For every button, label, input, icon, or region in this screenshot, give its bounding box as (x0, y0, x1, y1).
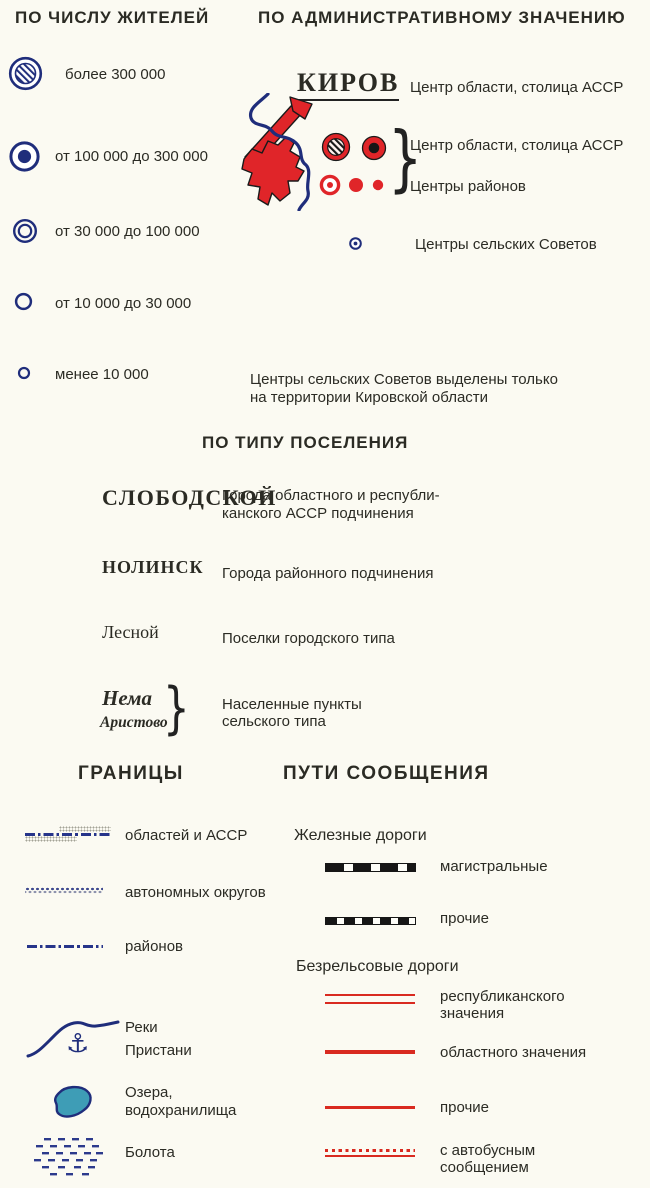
admin-row-label: Центр области, столица АССР (410, 137, 624, 154)
road-bus-line-icon (325, 1149, 415, 1157)
settlement-example-rural-1: Нема (102, 686, 153, 710)
population-row-label: менее 10 000 (55, 366, 149, 383)
settlement-desc: Населенные пункты (222, 696, 362, 713)
border-raion-line-icon (27, 945, 103, 948)
settlement-example-raion-city: НОЛИНСК (102, 557, 204, 577)
settlement-desc: Города областного и республи- (222, 487, 440, 504)
city-10k-30k-circle-icon (14, 292, 33, 311)
road-row-label: значения (440, 1005, 505, 1022)
road-oblast-line-icon (325, 1050, 415, 1054)
border-row-label: автономных округов (125, 884, 266, 901)
kirov-city-example: КИРОВ (297, 68, 399, 101)
population-row-label: от 10 000 до 30 000 (55, 295, 192, 312)
railway-other-line-icon (325, 917, 416, 925)
kirov-city-example-desc: Центр области, столица АССР (410, 79, 624, 96)
borders-section-title: ГРАНИЦЫ (78, 763, 184, 784)
selsoviet-label: Центры сельских Советов (415, 236, 597, 253)
administrative-section-title: ПО АДМИНИСТРАТИВНОМУ ЗНАЧЕНИЮ (258, 8, 626, 27)
settlement-example-rural-2: Аристово (100, 714, 168, 731)
settlement-example-oblast-city: СЛОБОДСКОЙ (102, 485, 277, 510)
transport-section-title: ПУТИ СООБЩЕНИЯ (283, 763, 490, 784)
swamps-label: Болота (125, 1144, 175, 1161)
railway-row-label: прочие (440, 910, 490, 927)
railways-header: Железные дороги (294, 827, 427, 844)
settlement-types-title: ПО ТИПУ ПОСЕЛЕНИЯ (202, 433, 409, 452)
brace-icon: } (163, 676, 190, 741)
population-row-label: более 300 000 (65, 66, 166, 83)
city-under-10k-circle-icon (17, 366, 31, 380)
city-30k-100k-circle-icon (12, 218, 38, 244)
lakes-label-line1: Озера, (125, 1084, 173, 1101)
road-row-label: республиканского (440, 988, 565, 1005)
selsoviet-note-line1: Центры сельских Советов выделены только (250, 371, 558, 388)
roads-header: Безрельсовые дороги (296, 958, 459, 975)
population-section-title: ПО ЧИСЛУ ЖИТЕЛЕЙ (15, 8, 210, 27)
settlement-example-urban-village: Лесной (102, 622, 159, 642)
border-okrug-line-icon (25, 887, 103, 894)
border-row-label: областей и АССР (125, 827, 248, 844)
settlement-desc: Города районного подчинения (222, 565, 434, 582)
river-anchor-icon (26, 1012, 120, 1060)
settlement-desc: Поселки городского типа (222, 630, 395, 647)
selsoviet-note-line2: на территории Кировской области (250, 389, 489, 406)
border-row-label: районов (125, 938, 184, 955)
railway-row-label: магистральные (440, 858, 548, 875)
brace-icon: } (388, 116, 423, 200)
swamp-icon (30, 1136, 108, 1182)
admin-row-label: Центры районов (410, 178, 526, 195)
railway-main-line-icon (325, 863, 416, 872)
city-over-300k-circle-icon (7, 55, 44, 92)
piers-label: Пристани (125, 1042, 192, 1059)
border-oblast-line-icon (25, 826, 111, 843)
settlement-desc: канского АССР подчинения (222, 505, 414, 522)
lakes-label-line2: водохранилища (125, 1102, 237, 1119)
road-republican-line-icon (325, 994, 415, 1004)
settlement-desc: сельского типа (222, 713, 326, 730)
road-row-label: областного значения (440, 1044, 587, 1061)
population-row-label: от 30 000 до 100 000 (55, 223, 200, 240)
road-row-label: прочие (440, 1099, 490, 1116)
city-100k-300k-circle-icon (8, 140, 41, 173)
population-row-label: от 100 000 до 300 000 (55, 148, 208, 165)
selsoviet-center-dot-icon (348, 236, 363, 251)
road-row-label: с автобусным (440, 1142, 536, 1159)
road-row-label: сообщением (440, 1159, 529, 1176)
rivers-label: Реки (125, 1019, 158, 1036)
admin-center-circles-icon (314, 126, 396, 198)
road-other-line-icon (325, 1106, 415, 1109)
lake-icon (48, 1084, 96, 1124)
svg-text:⚓: ⚓ (66, 1029, 90, 1059)
